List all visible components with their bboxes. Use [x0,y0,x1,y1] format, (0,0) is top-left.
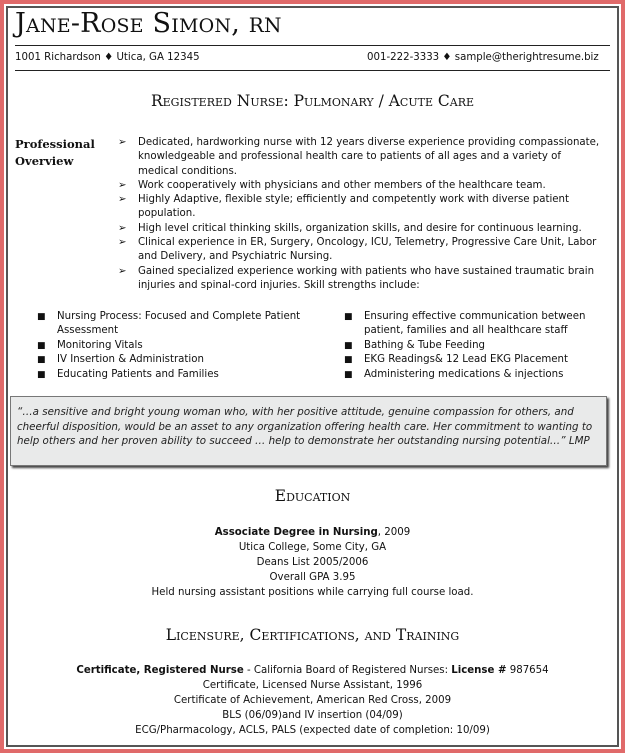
gpa-line: Overall GPA 3.95 [269,572,356,583]
overview-list [118,136,603,293]
candidate-name [15,8,282,39]
skills-list-left [37,310,309,382]
list-item: ■ Educating Patients and Families [37,368,309,382]
certificate-line: Certificate of Achievement, American Red Cross, 2009 [173,695,452,706]
credential-text: RN [248,13,282,37]
contact-line: 001-222-3333 ♦ sample@therightresume.biz [367,52,599,63]
square-bullet-icon: ■ [37,355,46,366]
testimonial-box [10,396,607,466]
degree-line: Associate Degree in Nursing, 2009 [214,527,411,538]
rn-certificate-line: Certificate, Registered Nurse - California Board of Registered Nurses: License # 987654 [76,665,549,676]
square-bullet-icon: ■ [344,355,353,366]
certificate-line: BLS (06/09)and IV insertion (04/09) [222,710,403,721]
licensure-details [0,663,625,738]
resume-title: Registered Nurse: Pulmonary / Acute Care [150,92,475,110]
education-note: Held nursing assistant positions while carrying full course load. [151,587,474,598]
contact-rule [15,70,610,71]
testimonial-quote: “…a sensitive and bright young woman who, with her positive attitude, genuine compassion for others, and cheerful disposition, would be an asset to any organization offering health care. Her commitment to wanting to help others and her proven ability to succeed … help to demonstrate her outstanding nursing potential…” LMP [17,406,593,448]
square-bullet-icon: ■ [344,369,353,380]
list-item: ➢ Highly Adaptive, flexible style; efficiently and competently work with diverse patient population. [118,194,570,220]
list-item: ■ Bathing & Tube Feeding [344,339,606,353]
label-line: Overview [15,154,74,168]
professional-overview-label [15,136,110,170]
list-item: ➢ High level critical thinking skills, organization skills, and desire for continuous learning. [118,222,603,236]
square-bullet-icon: ■ [37,369,46,380]
label-line: Professional [15,137,95,151]
school-line: Utica College, Some City, GA [238,542,387,553]
list-item: ➢ Work cooperatively with physicians and other members of the healthcare team. [118,179,603,193]
header-rule [15,45,610,46]
arrow-bullet-icon: ➢ [118,137,127,148]
list-item: ■ IV Insertion & Administration [37,353,309,367]
square-bullet-icon: ■ [344,340,353,351]
arrow-bullet-icon: ➢ [118,179,127,191]
education-details [0,525,625,600]
licensure-heading: Licensure, Certifications, and Training [165,626,460,644]
list-item: ■ Ensuring effective communication between patient, families and all healthcare staff [344,311,586,337]
name-text: Jane-Rose Simon, [15,8,240,39]
certificate-line: ECG/Pharmacology, ACLS, PALS (expected date of completion: 10/09) [135,725,490,736]
list-item: ■ EKG Readings& 12 Lead EKG Placement [344,353,606,367]
square-bullet-icon: ■ [37,340,46,351]
list-item: ■ Nursing Process: Focused and Complete Patient Assessment [37,311,301,337]
list-item: ■ Administering medications & injections [344,368,606,382]
list-item: ➢ Gained specialized experience working with patients who have sustained traumatic brain injuries and spinal-cord injuries. Skill strengths include: [118,265,595,291]
certificate-line: Certificate, Licensed Nurse Assistant, 1996 [202,680,423,691]
list-item: ■ Monitoring Vitals [37,339,309,353]
arrow-bullet-icon: ➢ [118,237,127,249]
list-item: ➢ Clinical experience in ER, Surgery, Oncology, ICU, Telemetry, Progressive Care Unit, Labor and Delivery, and Psychiatric Nursing. [118,237,597,263]
address-line: 1001 Richardson ♦ Utica, GA 12345 [15,52,200,63]
square-bullet-icon: ■ [344,312,353,322]
skills-list-right [344,310,606,382]
education-heading: Education [274,487,351,505]
arrow-bullet-icon: ➢ [118,222,127,234]
deans-list-line: Deans List 2005/2006 [256,557,369,568]
list-item: ➢ Dedicated, hardworking nurse with 12 years diverse experience providing compassionate, knowledgeable and professional health care to patients of all ages and a variety of medical conditions. [118,137,600,177]
arrow-bullet-icon: ➢ [118,194,127,206]
square-bullet-icon: ■ [37,312,46,322]
arrow-bullet-icon: ➢ [118,265,127,277]
